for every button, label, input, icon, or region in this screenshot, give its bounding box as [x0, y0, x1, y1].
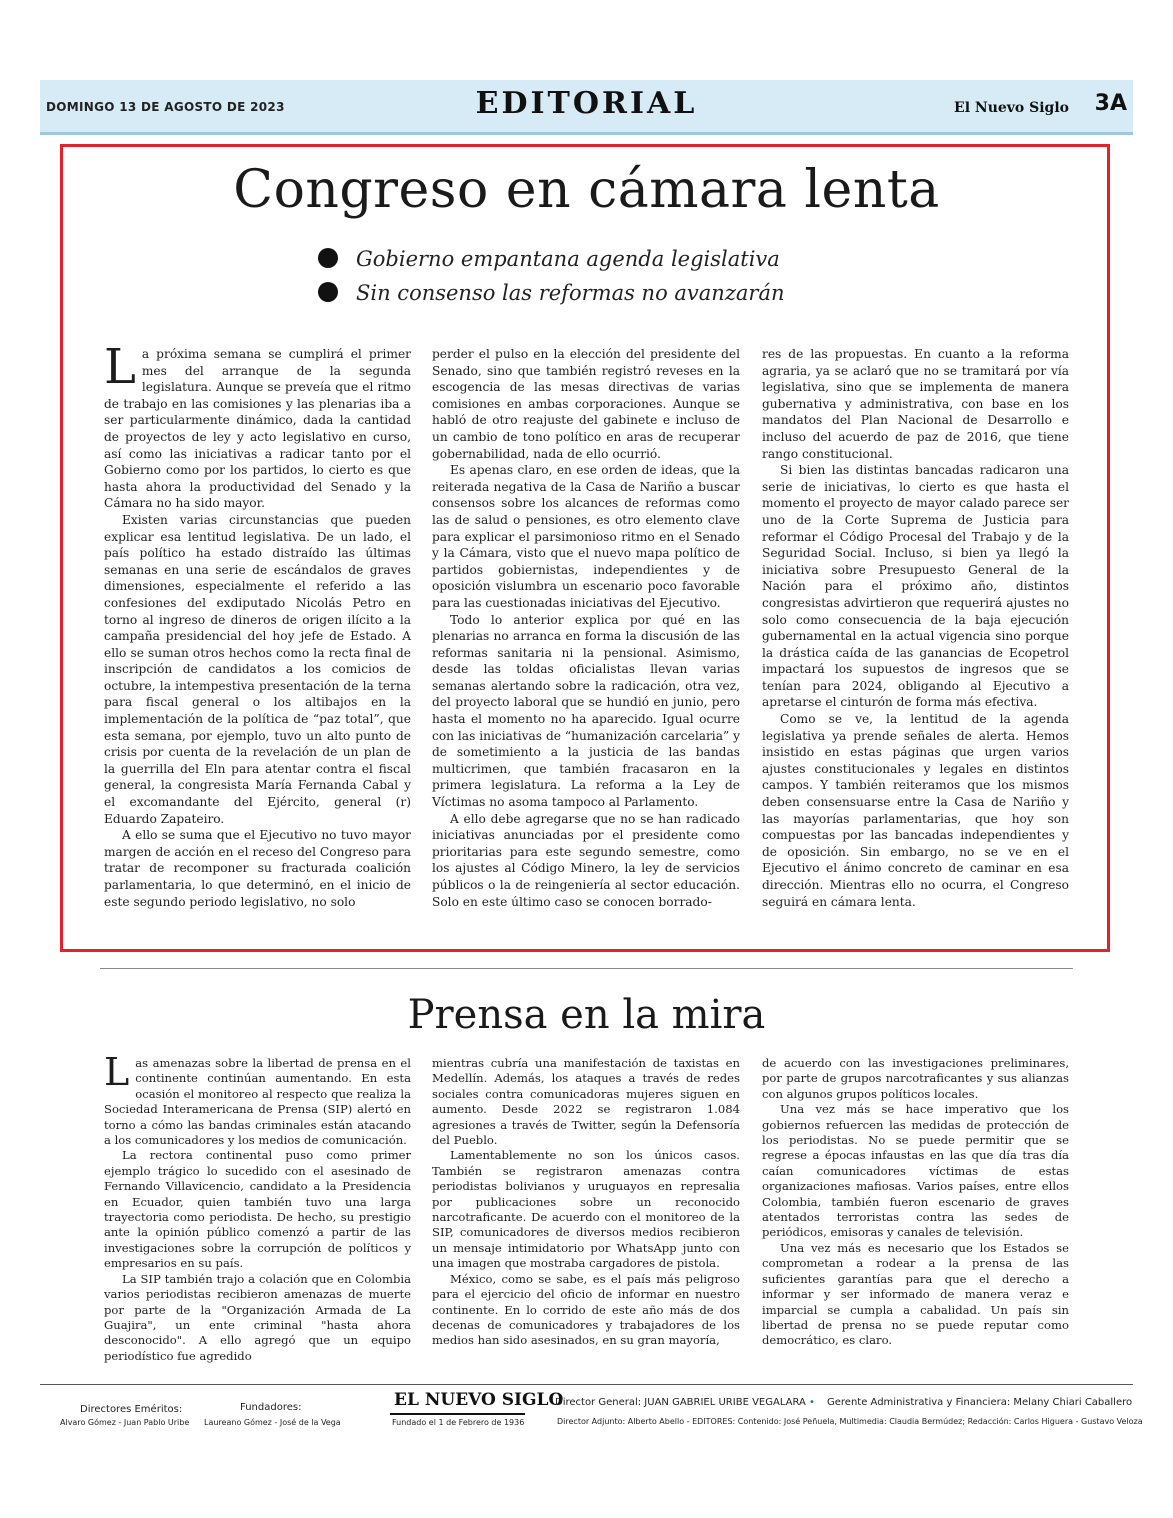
footer-rule — [40, 1384, 1133, 1385]
directores-label: Directores Eméritos: — [80, 1404, 183, 1415]
dropcap: L — [104, 339, 136, 395]
prensa-column-1: Las amenazas sobre la libertad de prensa en el continente continúan aumentando. En esta ocasión el monitoreo al respecto que realiza la Sociedad Interamericana de Prensa (SIP) alertó en torno a cómo las bandas criminales están atacando a los comunicadores y los medios de comunicación. La rectora continental puso como primer ejemplo trágico lo sucedido con el asesinado de Fernando Villavicencio, candidato a la Presidencia en Ecuador, quien también tuvo una larga trayectoria como periodista. De hecho, su prestigio ante la opinión público comenzó a partir de las investigaciones sobre la corrupción de políticos y empresarios en su país. La SIP también trajo a colación que en Colombia varios periodistas recibieron amenazas de muerte por parte de la "Organización Armada de La Guajira", un ente criminal "hasta ahora desconocido". A ello agregó que un equipo periodístico fue agredido — [104, 1050, 411, 1363]
staff-credits: Director Adjunto: Alberto Abello - EDITORES: Contenido: José Peñuela, Multimedia: Claudia Bermúdez; Redacción: Carlos Higuera - Gustavo Veloza — [557, 1417, 1143, 1426]
newspaper-logo: El Nuevo Siglo — [954, 100, 1069, 116]
editorial-column-1: La próxima semana se cumplirá el primer mes del arranque de la segunda legislatura. Aunque se preveía que el ritmo de trabajo en las comisiones y las plenarias iba a ser particularmente dinámico, dada la cantidad de proyectos de ley y acto legislativo en curso, así como las iniciativas a radicar tanto por el Gobierno como por los partidos, lo cierto es que hasta ahora la productividad del Senado y la Cámara no ha sido mayor. Existen varias circunstancias que pueden explicar esa lentitud legislativa. De un lado, el país político ha estado distraído las últimas semanas en una serie de escándalos de graves dimensiones, especialmente el referido a las confesiones del exdiputado Nicolás Petro en torno al ingreso de dineros de origen ilícito a la campaña presidencial del hoy jefe de Estado. A ello se suman otros hechos como la recta final de inscripción de candidatos a los comicios de octubre, la intempestiva presentación de la terna para fiscal general o los altibajos en la implementación de la política de “paz total”, que esta semana, por ejemplo, tuvo un alto punto de crisis por cuenta de la revelación de un plan de la guerrilla del Eln para atentar contra el fiscal general, la congresista María Fernanda Cabal y el excomandante del Ejército, general (r) Eduardo Zapateiro. A ello se suma que el Ejecutivo no tuvo mayor margen de acción en el receso del Congreso para tratar de recomponer su fracturada coalición parlamentaria, lo que determinó, en el inicio de este segundo periodo legislativo, no solo — [104, 339, 411, 909]
fundadores-label: Fundadores: — [240, 1402, 302, 1413]
footer-logo-box — [390, 1389, 564, 1415]
fundadores-names: Laureano Gómez - José de la Vega — [204, 1418, 341, 1427]
founded-date: Fundado el 1 de Febrero de 1936 — [392, 1418, 525, 1427]
director-general: Director General: JUAN GABRIEL URIBE VEGALARA — [555, 1397, 806, 1408]
editorial-column-2: perder el pulso en la elección del presidente del Senado, sino que también registró reveses en la escogencia de las mesas directivas de varias comisiones en ambas corporaciones. Aunque se habló de otro reajuste del gabinete e incluso de un cambio de tono político en aras de recuperar gobernabilidad, nada de ello ocurrió. Es apenas claro, en ese orden de ideas, que la reiterada negativa de la Casa de Nariño a buscar consensos sobre los alcances de reformas como las de salud o pensiones, es otro elemento clave para explicar el parsimonioso ritmo en el Senado y la Cámara, visto que el nuevo mapa político de partidos gobiernistas, independientes y de oposición vislumbra un escenario poco favorable para las cuestionadas iniciativas del Ejecutivo. Todo lo anterior explica por qué en las plenarias no arranca en forma la discusión de las reformas sanitaria ni la pensional. Asimismo, desde las toldas oficialistas llevan varias semanas alertando sobre la radicación, otra vez, del proyecto laboral que se hundió en junio, pero hasta el momento no ha aparecido. Igual ocurre con las iniciativas de “humanización carcelaria” y de sometimiento a la justicia de las bandas multicrimen, que también fracasaron en la primera legislatura. La reforma a la Ley de Víctimas no asoma tampoco al Parlamento. A ello debe agregarse que no se han radicado iniciativas anunciadas por el presidente como prioritarias para este segundo semestre, como los ajustes al Código Minero, la ley de servicios públicos o la de reingeniería al sector educación. Solo en este último caso se conocen borrado- — [432, 347, 740, 909]
page-number: 3A — [1094, 91, 1127, 116]
bullet-icon — [318, 248, 338, 268]
gerente: Gerente Administrativa y Financiera: Melany Chiari Caballero — [827, 1397, 1133, 1408]
dropcap: L — [104, 1050, 130, 1094]
directores-names: Alvaro Gómez - Juan Pablo Uribe — [60, 1418, 190, 1427]
editorial-title: Congreso en cámara lenta — [233, 160, 940, 220]
editorial-column-3: res de las propuestas. En cuanto a la reforma agraria, ya se aclaró que no se tramitará por vía legislativa, sino que se implementa de manera gubernativa y administrativa, con base en los mandatos del Plan Nacional de Desarrollo e incluso del acuerdo de paz de 2016, que tiene rango constitucional. Si bien las distintas bancadas radicaron una serie de iniciativas, lo cierto es que hasta el momento el proyecto de mayor calado parece ser uno de la Corte Suprema de Justicia para reformar el Código Procesal del Trabajo y de la Seguridad Social. Incluso, si bien ya llegó la iniciativa sobre Presupuesto General de la Nación para el próximo año, distintos congresistas advirtieron que requerirá ajustes no solo como consecuencia de la baja ejecución gubernamental en la actual vigencia sino porque la drástica caída de las ganancias de Ecopetrol impactará los supuestos de ingresos que se tenían para 2024, obligando al Ejecutivo a apretarse el cinturón de forma más efectiva. Como se ve, la lentitud de la agenda legislativa ya prende señales de alerta. Hemos insistido en estas páginas que urgen varios ajustes constitucionales y legales en distintos campos. Y también reiteramos que los mismos deben consensuarse entre la Casa de Nariño y las mayorías parlamentarias, que hoy son compuestas por las bancadas independientes y de oposición. Sin embargo, no se ve en el Ejecutivo el ánimo concreto de caminar en esa dirección. Mientras ello no ocurra, el Congreso seguirá en cámara lenta. — [762, 347, 1069, 909]
bullet-icon — [318, 282, 338, 302]
prensa-column-3: de acuerdo con las investigaciones preliminares, por parte de grupos narcotraficantes y sus alianzas con algunos grupos políticos locales. Una vez más se hace imperativo que los gobiernos refuercen las medidas de protección de los periodistas. No se puede permitir que se regrese a épocas infaustas en las que día tras día caían comunicadores víctimas de estas organizaciones mafiosas. Varios países, entre ellos Colombia, también fueron escenario de graves atentados terroristas contra las sedes de periódicos, emisoras y canales de televisión. Una vez más es necesario que los Estados se comprometan a rodear a la prensa de las suficientes garantías para que el derecho a informar y ser informado de manera veraz e imparcial se cumpla a cabalidad. Un país sin libertad de prensa no se puede reputar como democrático, es claro. — [762, 1056, 1069, 1348]
prensa-title: Prensa en la mira — [407, 992, 766, 1038]
separator-dot: • — [809, 1397, 815, 1408]
section-divider — [100, 968, 1073, 969]
prensa-column-2: mientras cubría una manifestación de taxistas en Medellín. Además, los ataques a través de redes sociales contra comunicadoras mujeres siguen en aumento. Desde 2022 se registraron 1.084 agresiones a través de Twitter, según la Defensoría del Pueblo. Lamentablemente no son los únicos casos. También se registraron amenazas contra periodistas bolivianos y uruguayos en represalia por publicaciones sobre un reconocido narcotraficante. De acuerdo con el monitoreo de la SIP, comunicadores de diversos medios recibieron un mensaje intimidatorio por WhatsApp junto con una imagen que mostraba cargadores de pistola. México, como se sabe, es el país más peligroso para el ejercicio del oficio de informar en nuestro continente. En lo corrido de este año más de dos decenas de comunicadores y trabajadores de los medios han sido asesinados, en su gran mayoría, — [432, 1056, 740, 1348]
section-title: EDITORIAL — [475, 86, 698, 121]
kicker-2: Sin consenso las reformas no avanzarán — [318, 281, 785, 305]
header-date: DOMINGO 13 DE AGOSTO DE 2023 — [46, 100, 285, 114]
page-header — [40, 80, 1133, 135]
footer-logo: EL NUEVO SIGLO — [394, 1390, 564, 1410]
kicker-1: Gobierno empantana agenda legislativa — [318, 247, 780, 271]
